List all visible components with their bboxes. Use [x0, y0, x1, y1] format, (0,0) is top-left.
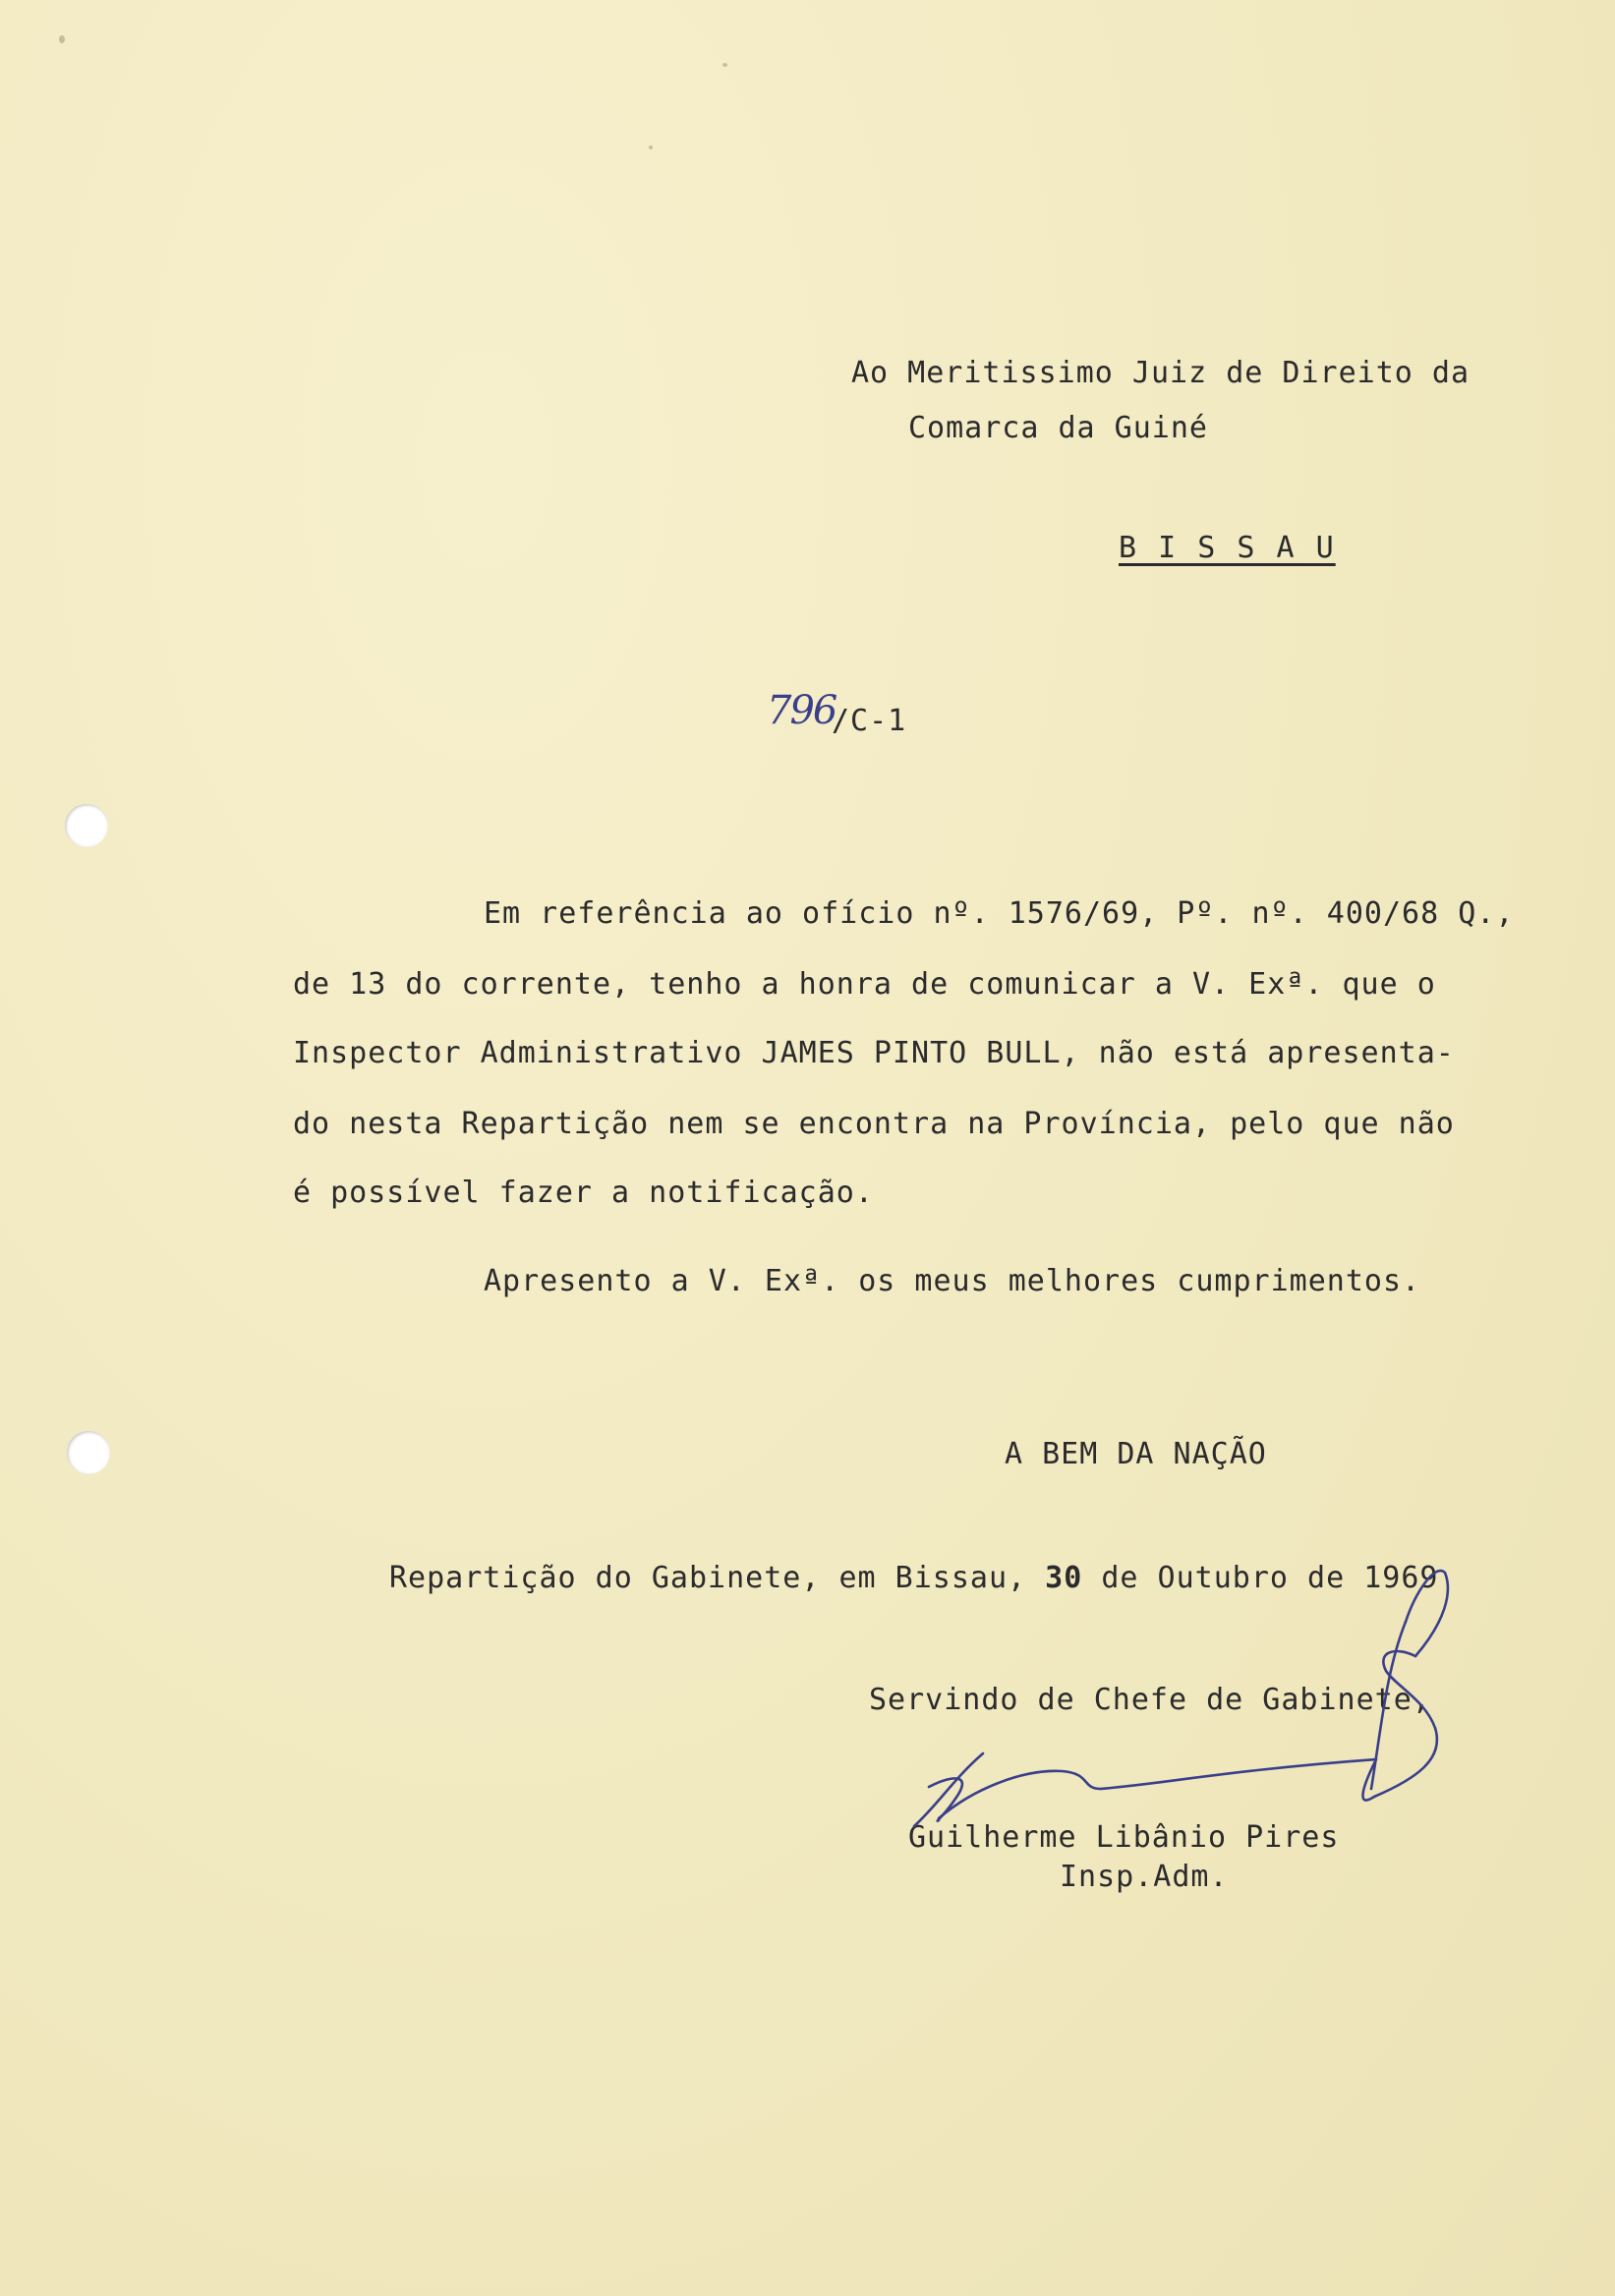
- body-line-5: é possível fazer a notificação.: [293, 1176, 874, 1210]
- signer-title: Insp.Adm.: [1060, 1860, 1229, 1894]
- addressee-line-1: Ao Meritissimo Juiz de Direito da: [851, 356, 1471, 390]
- city-heading: B I S S A U: [1119, 531, 1336, 565]
- motto: A BEM DA NAÇÃO: [1005, 1437, 1267, 1471]
- body-line-3: Inspector Administrativo JAMES PINTO BULL, não está apresenta-: [293, 1036, 1455, 1070]
- reference-typed: /C-1: [832, 704, 907, 738]
- body-line-1: Em referência ao ofício nº. 1576/69, Pº. nº. 400/68 Q.,: [484, 896, 1515, 931]
- closing-line: Apresento a V. Exª. os meus melhores cumprimentos.: [484, 1264, 1421, 1298]
- body-line-2: de 13 do corrente, tenho a honra de comunicar a V. Exª. que o: [293, 967, 1436, 1002]
- dateline-suffix: de Outubro de 1969: [1082, 1561, 1439, 1595]
- signer-role: Servindo de Chefe de Gabinete,: [869, 1683, 1431, 1717]
- addressee-line-2: Comarca da Guiné: [908, 411, 1208, 445]
- signer-name: Guilherme Libânio Pires: [908, 1820, 1340, 1855]
- dateline-prefix: Repartição do Gabinete, em Bissau,: [389, 1561, 1046, 1595]
- dateline-day: 30: [1045, 1561, 1083, 1595]
- reference-handwritten: 796: [767, 688, 836, 733]
- body-line-4: do nesta Repartição nem se encontra na Província, pelo que não: [293, 1107, 1455, 1141]
